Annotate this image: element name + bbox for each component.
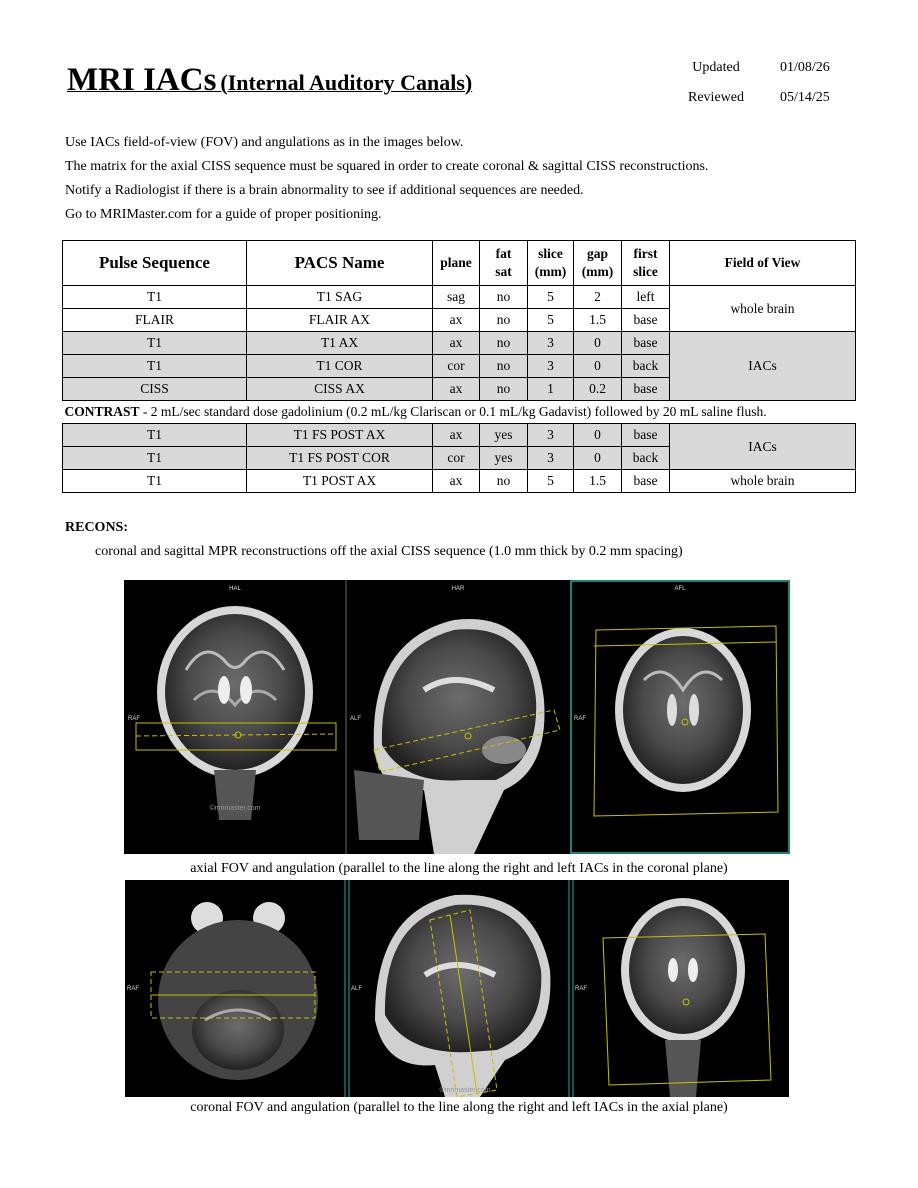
view-label: ALF [351, 986, 363, 992]
contrast-label: CONTRAST [64, 404, 140, 419]
cell-fat-sat: no [480, 470, 528, 493]
updated-date: 01/08/26 [780, 60, 830, 75]
cell-fat-sat: yes [480, 447, 528, 470]
table-row [63, 332, 856, 355]
coronal-fov-caption: coronal FOV and angulation (parallel to the line along the right and left IACs in the axial plane) [190, 1100, 728, 1115]
cell-gap: 0.2 [574, 378, 622, 401]
cell-fat-sat: no [480, 378, 528, 401]
cell-plane: ax [433, 309, 480, 332]
cell-fat-sat: yes [480, 424, 528, 447]
recons-heading: RECONS: [65, 520, 129, 535]
cell-pulse: T1 [63, 355, 247, 378]
cell-pulse: T1 [63, 447, 247, 470]
cell-plane: cor [433, 447, 480, 470]
cell-plane: ax [433, 378, 480, 401]
cell-gap: 0 [574, 355, 622, 378]
cell-pacs: T1 SAG [247, 286, 433, 309]
cell-field-of-view: IACs [670, 332, 856, 401]
cell-pacs: T1 COR [247, 355, 433, 378]
cell-slice: 5 [528, 286, 574, 309]
cell-first-slice: base [622, 424, 670, 447]
view-label: RAF [575, 986, 587, 992]
table-row [63, 424, 856, 447]
header-pacs-name: PACS Name [247, 241, 433, 286]
cell-fat-sat: no [480, 355, 528, 378]
table-header-row [63, 241, 856, 286]
cell-gap: 1.5 [574, 470, 622, 493]
updated-label: Updated [692, 60, 740, 75]
cell-gap: 0 [574, 424, 622, 447]
header-field-of-view: Field of View [670, 241, 856, 286]
cell-first-slice: base [622, 378, 670, 401]
cell-plane: ax [433, 424, 480, 447]
header-gap: gap (mm) [574, 241, 622, 286]
view-label: HAR [451, 586, 465, 592]
cell-field-of-view: whole brain [670, 286, 856, 332]
cell-pulse: CISS [63, 378, 247, 401]
cell-pacs: CISS AX [247, 378, 433, 401]
recons-text: coronal and sagittal MPR reconstructions off the axial CISS sequence (1.0 mm thick by 0.2 mm spacing) [95, 544, 683, 559]
contrast-row [63, 401, 856, 424]
cell-gap: 1.5 [574, 309, 622, 332]
view-label: RAF [128, 716, 140, 722]
cell-gap: 0 [574, 332, 622, 355]
axial-skull-base-image [151, 902, 318, 1080]
cell-slice: 3 [528, 355, 574, 378]
coronal-fov-images [125, 880, 789, 1097]
sagittal-brain-image [375, 895, 550, 1097]
header-first-slice: first slice [622, 241, 670, 286]
cell-first-slice: base [622, 470, 670, 493]
cell-field-of-view: IACs [670, 424, 856, 470]
cell-pulse: T1 [63, 286, 247, 309]
cell-first-slice: back [622, 447, 670, 470]
cell-fat-sat: no [480, 309, 528, 332]
cell-slice: 3 [528, 424, 574, 447]
contrast-note [63, 401, 856, 424]
cell-pacs: T1 AX [247, 332, 433, 355]
cell-slice: 1 [528, 378, 574, 401]
table-row [63, 286, 856, 309]
axial-fov-images [124, 580, 790, 854]
cell-fat-sat: no [480, 332, 528, 355]
view-label: AFL [674, 586, 686, 592]
instruction-line: Use IACs field-of-view (FOV) and angulations as in the images below. [65, 135, 464, 150]
cell-plane: cor [433, 355, 480, 378]
instruction-line: The matrix for the axial CISS sequence must be squared in order to create coronal & sagittal CISS reconstructions. [65, 159, 709, 174]
cell-gap: 2 [574, 286, 622, 309]
cell-slice: 3 [528, 447, 574, 470]
cell-first-slice: back [622, 355, 670, 378]
mri-image-strip [124, 580, 790, 854]
contrast-text: - 2 mL/sec standard dose gadolinium (0.2 mL/kg Clariscan or 0.1 mL/kg Gadavist) followed by 20 mL saline flush. [139, 404, 767, 419]
instruction-line: Notify a Radiologist if there is a brain abnormality to see if additional sequences are needed. [65, 183, 584, 198]
view-label: RAF [127, 986, 139, 992]
title-main: MRI IACs [67, 62, 217, 98]
cell-gap: 0 [574, 447, 622, 470]
cell-pulse: T1 [63, 424, 247, 447]
table-row [63, 470, 856, 493]
cell-pacs: T1 FS POST COR [247, 447, 433, 470]
instructions [65, 134, 708, 230]
cell-pacs: FLAIR AX [247, 309, 433, 332]
reviewed-date: 05/14/25 [780, 90, 830, 105]
mri-image-strip [125, 880, 789, 1097]
cell-slice: 5 [528, 470, 574, 493]
cell-first-slice: base [622, 332, 670, 355]
cell-fat-sat: no [480, 286, 528, 309]
cell-pulse: T1 [63, 332, 247, 355]
title-subtitle: (Internal Auditory Canals) [220, 70, 473, 95]
page-title [67, 62, 472, 99]
sequence-table [62, 240, 856, 493]
reviewed-label: Reviewed [688, 90, 744, 105]
view-label: HAL [229, 586, 241, 592]
cell-first-slice: base [622, 309, 670, 332]
cell-slice: 3 [528, 332, 574, 355]
cell-pacs: T1 POST AX [247, 470, 433, 493]
header-fat-sat: fat sat [480, 241, 528, 286]
coronal-brain-image [136, 606, 336, 820]
coronal-brain-image [603, 898, 771, 1097]
cell-pacs: T1 FS POST AX [247, 424, 433, 447]
header-pulse-sequence: Pulse Sequence [63, 241, 247, 286]
cell-first-slice: left [622, 286, 670, 309]
view-label: RAF [574, 716, 586, 722]
sagittal-brain-image [354, 619, 560, 854]
watermark: ©mrimaster.com [439, 1087, 491, 1094]
cell-plane: sag [433, 286, 480, 309]
cell-field-of-view: whole brain [670, 470, 856, 493]
view-label: ALF [350, 716, 362, 722]
cell-plane: ax [433, 332, 480, 355]
instruction-line: Go to MRIMaster.com for a guide of proper positioning. [65, 207, 382, 222]
cell-pulse: FLAIR [63, 309, 247, 332]
watermark: ©mrimaster.com [209, 805, 261, 812]
axial-fov-caption: axial FOV and angulation (parallel to the line along the right and left IACs in the coronal plane) [190, 861, 728, 876]
cell-pulse: T1 [63, 470, 247, 493]
header-plane: plane [433, 241, 480, 286]
cell-slice: 5 [528, 309, 574, 332]
cell-plane: ax [433, 470, 480, 493]
header-slice: slice (mm) [528, 241, 574, 286]
axial-brain-image [594, 626, 778, 816]
